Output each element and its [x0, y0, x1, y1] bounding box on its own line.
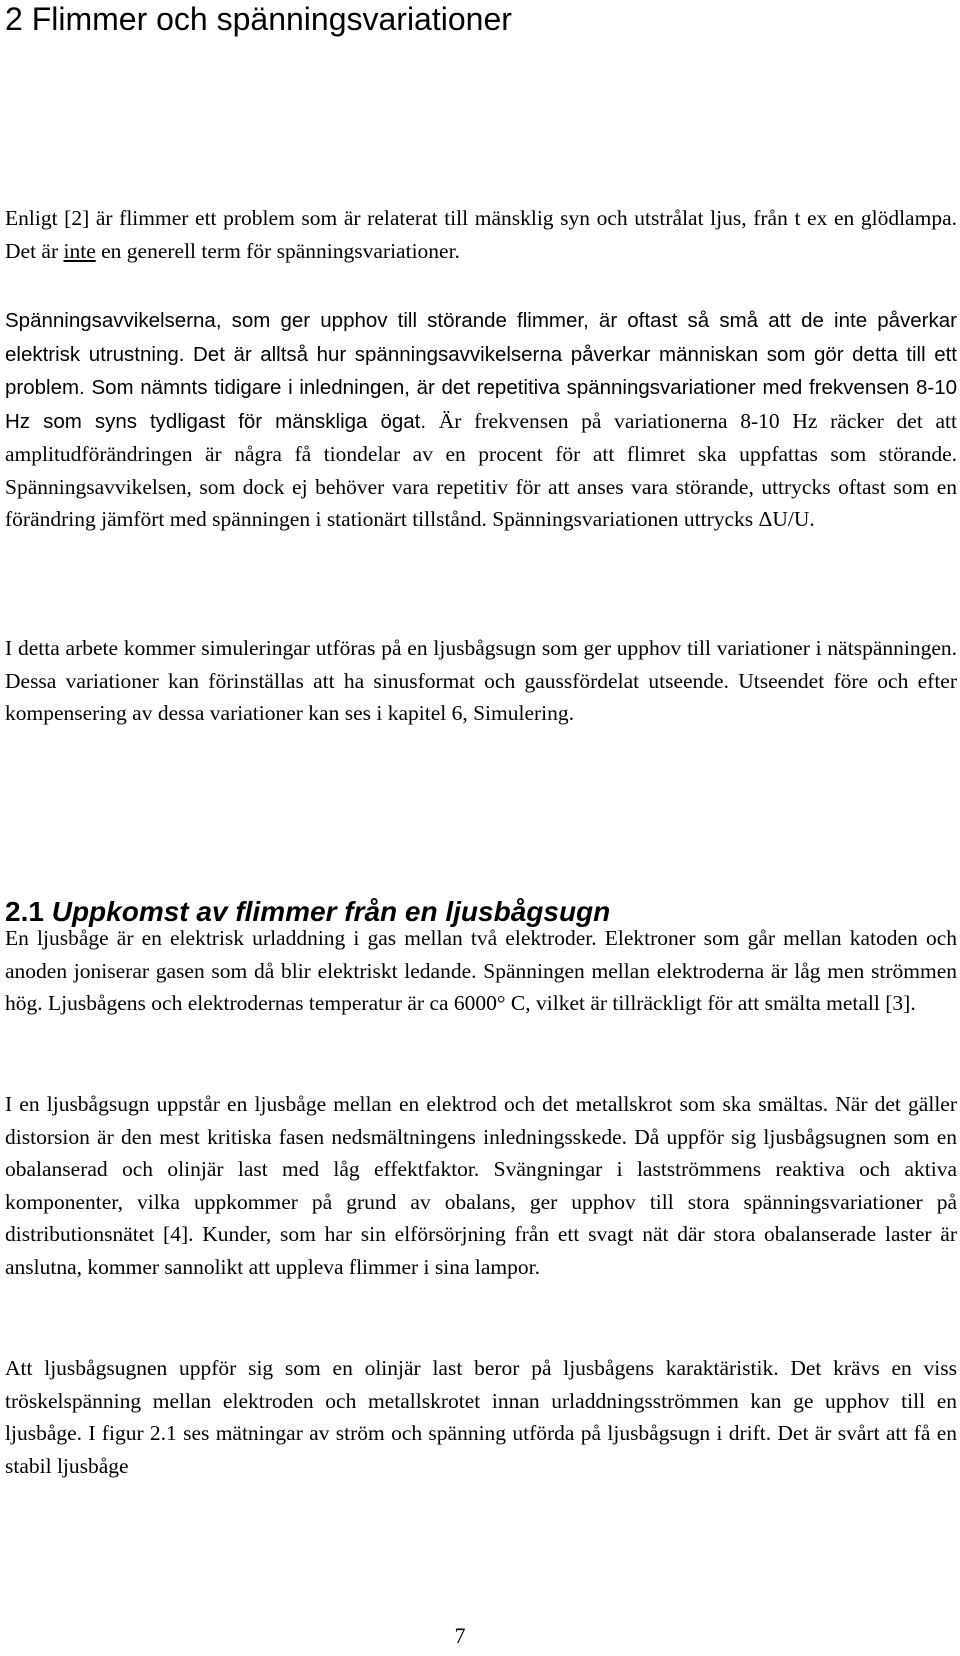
- paragraph-nonlinear-load: Att ljusbågsugnen uppför sig som en olinjär last beror på ljusbågens karaktäristik. Det krävs en viss tröskelspänning mellan elektroden och metallskrotet innan urladdningsströmmen kan ge upphov till en ljusbåge. I figur 2.1 ses mätningar av ström och spänning utförda på ljusbågsugn i drift. Det är svårt att få en stabil ljusbåge: [5, 1356, 957, 1478]
- subsection-title: Uppkomst av flimmer från en ljusbågsugn: [43, 896, 611, 927]
- paragraph-flicker-definition: [5, 202, 957, 267]
- page-number: 7: [454, 1623, 466, 1648]
- paragraph-arc-definition: En ljusbåge är en elektrisk urladdning i gas mellan två elektroder. Elektroner som går mellan katoden och anoden joniserar gasen som då blir elektriskt ledande. Spänningen mellan elektroderna är låg men strömmen hög. Ljusbågens och elektrodernas temperatur är ca 6000° C, vilket är tillräckligt för att smälta metall [3].: [5, 926, 957, 1015]
- section-heading: 2 Flimmer och spänningsvariationer: [5, 1, 512, 37]
- subsection-number: 2.1: [5, 896, 44, 927]
- voltage-variation-formula: ΔU/U.: [758, 507, 815, 531]
- paragraph-text: Enligt [2] är flimmer ett problem som är relaterat till mänsklig syn och utstrålat ljus, från t ex en glödlampa. Det är: [5, 206, 957, 263]
- paragraph-voltage-deviations: [5, 304, 957, 536]
- paragraph-text: en generell term för spänningsvariationer.: [95, 238, 460, 263]
- paragraph-text-sans: Spänningsavvikelserna, som ger upphov till störande flimmer, är oftast så små att de inte påverkar elektrisk utrustning. Det är alltså hur spänningsavvikelserna påverkar människan som gör detta till ett problem. Som nämnts tidigare i inledningen, är det repetitiva spänningsvariationer med frekvensen 8-10 Hz som syns tydligast för mänskliga ögat.: [5, 309, 957, 433]
- paragraph-arc-furnace: I en ljusbågsugn uppstår en ljusbåge mellan en elektrod och det metallskrot som ska smältas. När det gäller distorsion är den mest kritiska fasen nedsmältningens inledningsskede. Då uppför sig ljusbågsugnen som en obalanserad och olinjär last med låg effektfaktor. Svängningar i lastströmmens reaktiva och aktiva komponenter, vilka uppkommer på grund av obalans, ger upphov till stora spänningsvariationer på distributionsnätet [4]. Kunder, som har sin elförsörjning från ett svagt nät där stora obalanserade laster är anslutna, kommer sannolikt att uppleva flimmer i sina lampor.: [5, 1092, 957, 1279]
- paragraph-simulation-scope: I detta arbete kommer simuleringar utföras på en ljusbågsugn som ger upphov till variationer i nätspänningen. Dessa variationer kan förinställas att ha sinusformat och gaussfördelat utseende. Utseendet före och efter kompensering av dessa variationer kan ses i kapitel 6, Simulering.: [5, 636, 957, 725]
- paragraph-text: Är frekvensen på variationerna 8-10 Hz räcker det att amplitudförändringen är några få tiondelar av en procent för att flimret ska uppfattas som störande. Spänningsavvikelsen, som dock ej behöver vara repetitiv för att anses vara störande, uttrycks oftast som en förändring jämfört med spänningen i stationärt tillstånd. Spänningsvariationen uttrycks: [5, 408, 957, 531]
- underlined-word: inte: [63, 238, 96, 263]
